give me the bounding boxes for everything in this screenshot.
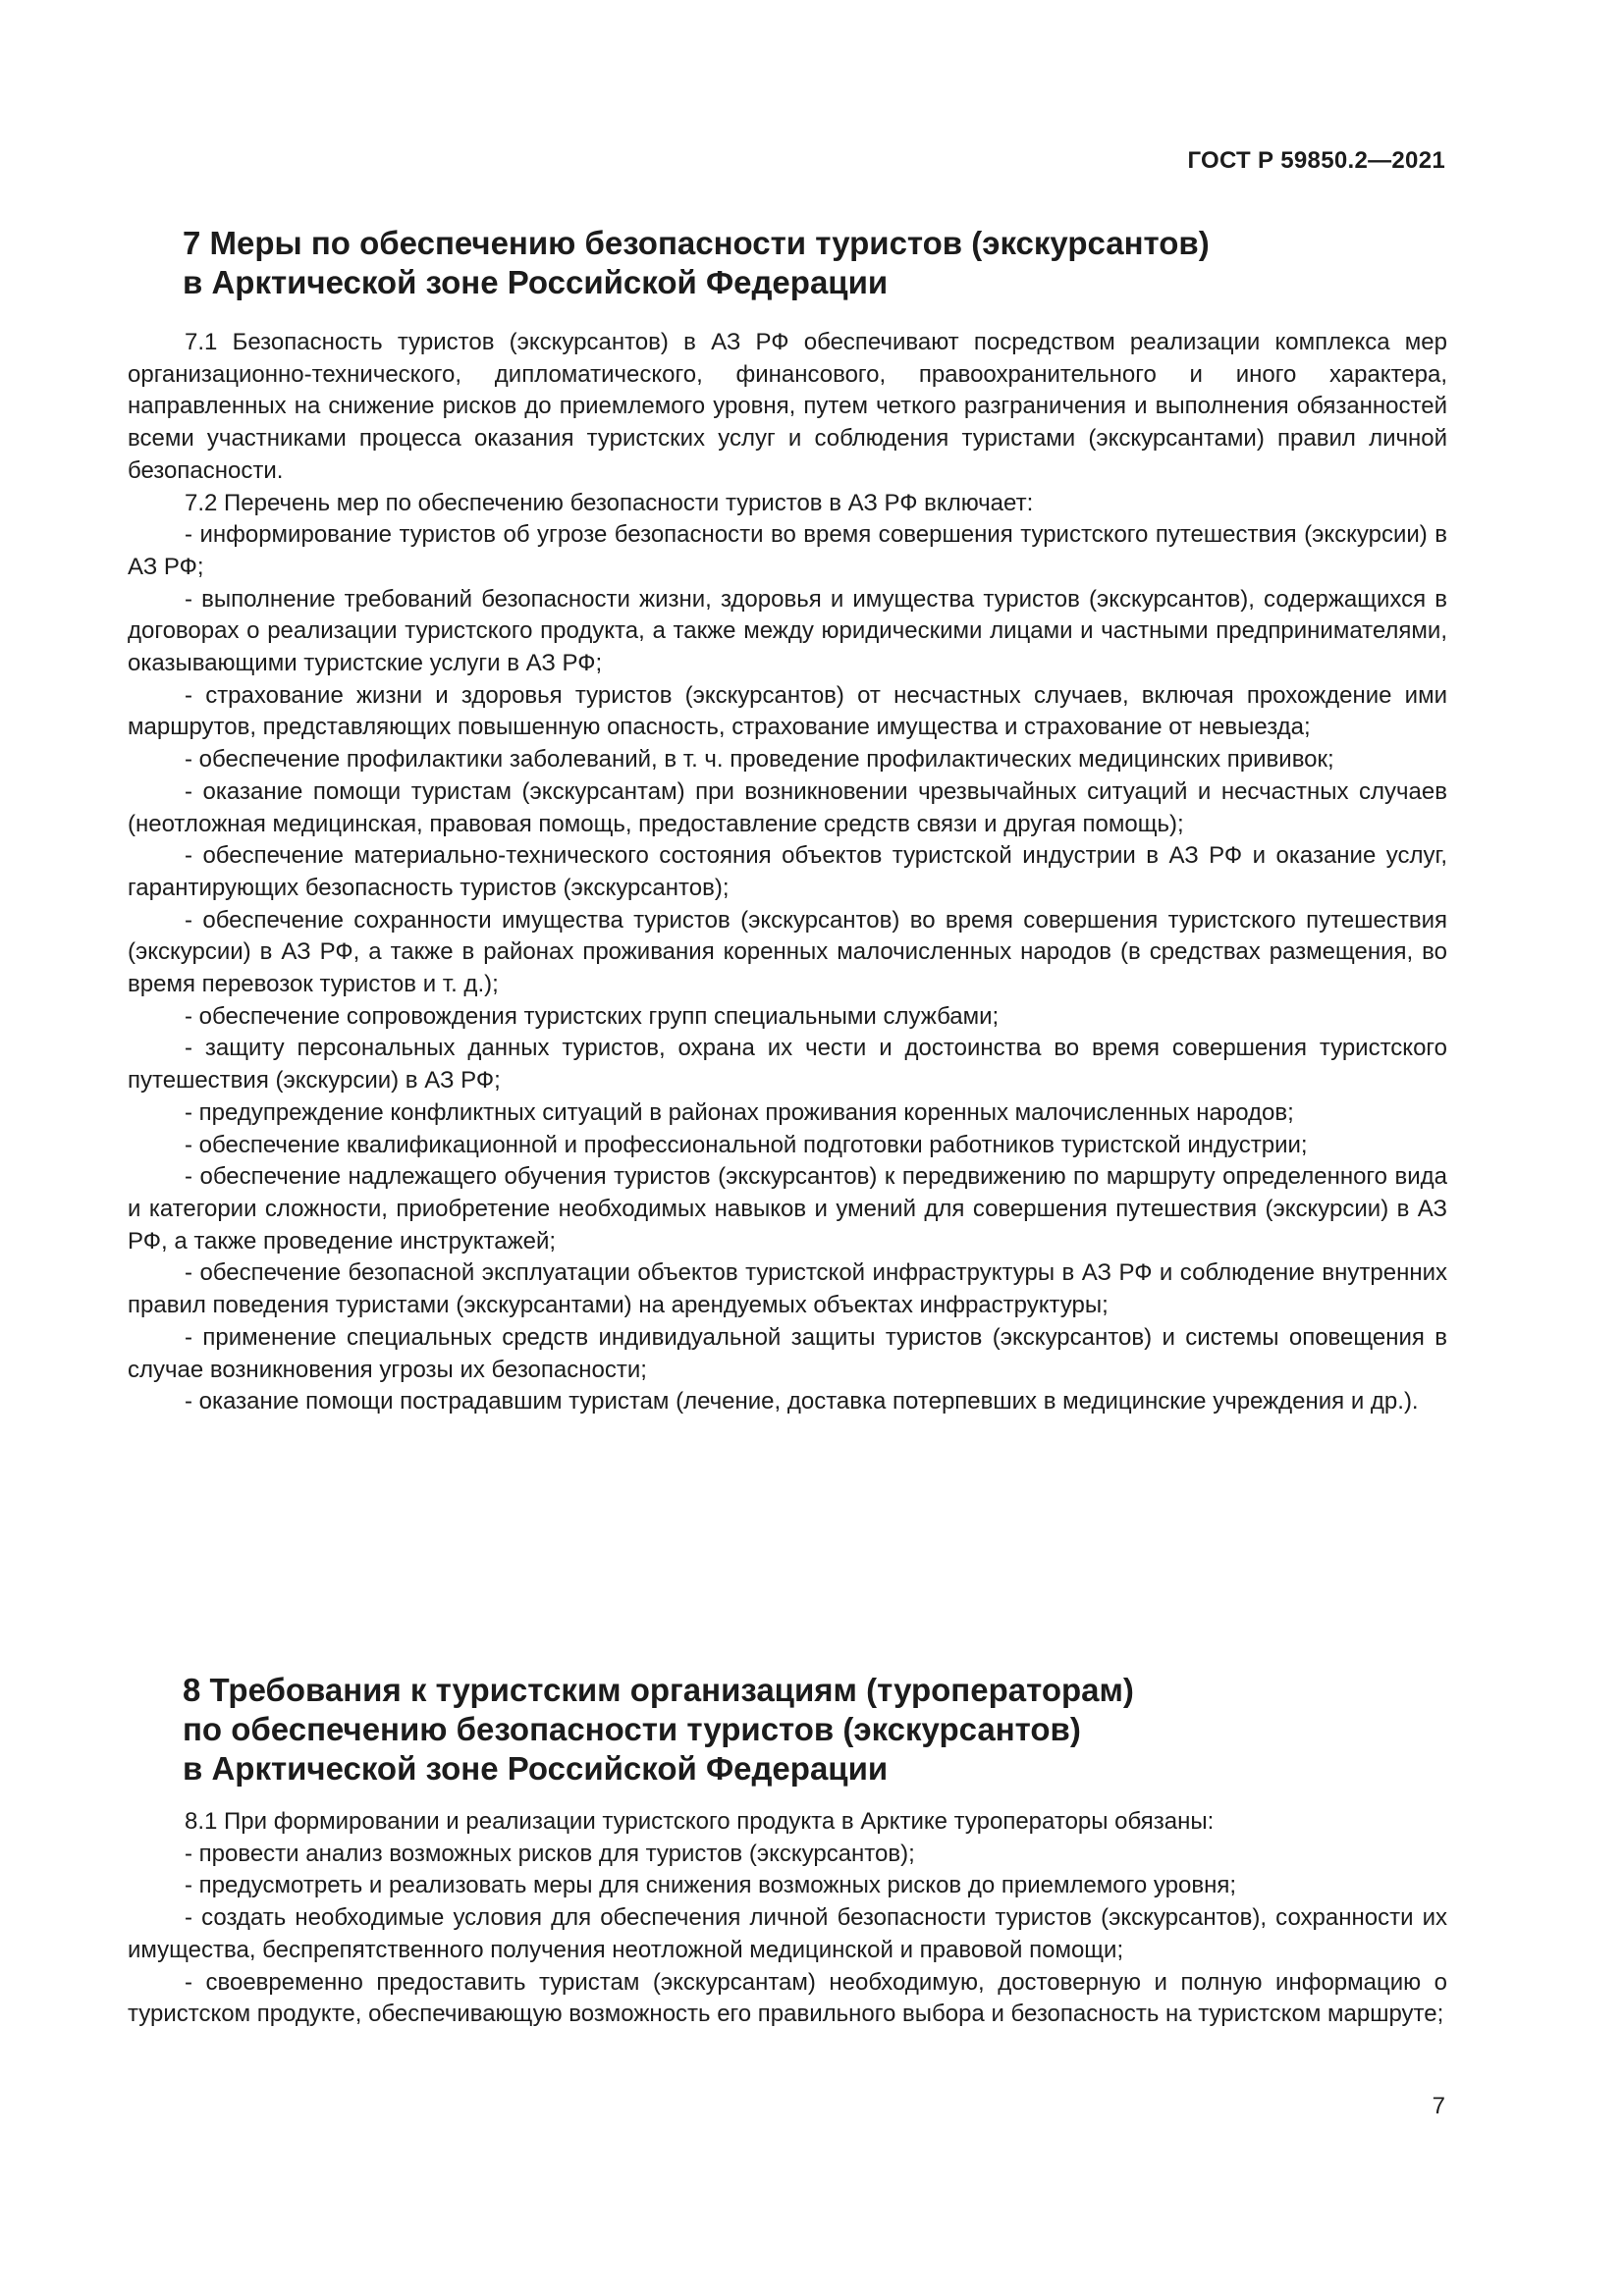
list-item: - защиту персональных данных туристов, охрана их чести и достоинства во время совершения туристского путешествия (экскурсии) в АЗ РФ; [128, 1035, 1447, 1095]
page-number: 7 [1432, 2093, 1445, 2119]
list-item: - своевременно предоставить туристам (экскурсантам) необходимую, достоверную и полную информацию о туристском продукте, обеспечивающую возможность его правильного выбора и безопасность на туристском маршруте; [128, 1968, 1447, 2028]
section-8-title-line: по обеспечению безопасности туристов (экскурсантов) [183, 1711, 1081, 1747]
list-item: - обеспечение сохранности имущества туристов (экскурсантов) во время совершения туристского путешествия (экскурсии) в АЗ РФ, а также в районах проживания коренных малочисленных народов (в средствах размещения, во время перевозок туристов и т. д.); [128, 906, 1447, 998]
list-item: - страхование жизни и здоровья туристов (экскурсантов) от несчастных случаев, включая прохождение ими маршрутов, представляющих повышенную опасность, страхование имущества и страхование от невыезда; [128, 681, 1447, 741]
section-7-title-line: 7 Меры по обеспечению безопасности туристов (экскурсантов) [183, 225, 1210, 261]
section-8-title [183, 1671, 1449, 1789]
list-item: - обеспечение материально-технического состояния объектов туристской индустрии в АЗ РФ и оказание услуг, гарантирующих безопасность туристов (экскурсантов); [128, 842, 1447, 901]
list-item: - предусмотреть и реализовать меры для снижения возможных рисков до приемлемого уровня; [185, 1872, 1236, 1899]
paragraph-7-2: 7.2 Перечень мер по обеспечению безопасности туристов в АЗ РФ включает: [185, 489, 1034, 516]
paragraph-8-1: 8.1 При формировании и реализации туристского продукта в Арктике туроператоры обязаны: [185, 1808, 1215, 1835]
list-item: - обеспечение надлежащего обучения туристов (экскурсантов) к передвижению по маршруту определенного вида и категории сложности, приобретение необходимых навыков и умений для совершения путешествия (экскурсии) в АЗ РФ, а также проведение инструктажей; [128, 1163, 1447, 1255]
list-item: - создать необходимые условия для обеспечения личной безопасности туристов (экскурсантов), сохранности их имущества, беспрепятственного получения неотложной медицинской и правовой помощи; [128, 1904, 1447, 1963]
section-7-title-line: в Арктической зоне Российской Федерации [183, 264, 889, 300]
section-7-body [128, 327, 1447, 1418]
list-item: - оказание помощи пострадавшим туристам (лечение, доставка потерпевших в медицинские учреждения и др.). [185, 1388, 1419, 1415]
list-item: - выполнение требований безопасности жизни, здоровья и имущества туристов (экскурсантов), содержащихся в договорах о реализации туристского продукта, а также между юридическими лицами и частными предпринимателями, оказывающими туристские услуги в АЗ РФ; [128, 585, 1447, 677]
section-7-title [183, 224, 1449, 302]
list-item: - оказание помощи туристам (экскурсантам) при возникновении чрезвычайных ситуаций и несчастных случаев (неотложная медицинская, правовая помощь, предоставление средств связи и другая помощь); [128, 777, 1447, 837]
list-item: - предупреждение конфликтных ситуаций в районах проживания коренных малочисленных народов; [185, 1098, 1294, 1126]
list-item: - обеспечение квалификационной и профессиональной подготовки работников туристской индустрии; [185, 1131, 1308, 1158]
section-8-title-line: 8 Требования к туристским организациям (туроператорам) [183, 1672, 1134, 1708]
list-item: - обеспечение профилактики заболеваний, в т. ч. проведение профилактических медицинских прививок; [185, 746, 1334, 774]
list-item: - применение специальных средств индивидуальной защиты туристов (экскурсантов) и системы оповещения в случае возникновения угрозы их безопасности; [128, 1323, 1447, 1383]
section-8-title-line: в Арктической зоне Российской Федерации [183, 1750, 889, 1787]
list-item: - обеспечение безопасной эксплуатации объектов туристской инфраструктуры в АЗ РФ и соблюдение внутренних правил поведения туристами (экскурсантами) на арендуемых объектах инфраструктуры; [128, 1259, 1447, 1319]
list-item: - провести анализ возможных рисков для туристов (экскурсантов); [185, 1840, 915, 1867]
document-code: ГОСТ Р 59850.2—2021 [1187, 147, 1445, 174]
list-item: - информирование туристов об угрозе безопасности во время совершения туристского путешествия (экскурсии) в АЗ РФ; [128, 521, 1447, 580]
list-item: - обеспечение сопровождения туристских групп специальными службами; [185, 1002, 1000, 1030]
section-8-body [128, 1806, 1447, 2031]
paragraph-7-1: 7.1 Безопасность туристов (экскурсантов) в АЗ РФ обеспечивают посредством реализации комплекса мер организационно-технического, дипломатического, финансового, правоохранительного и иного характера, направленных на снижение рисков до приемлемого уровня, путем четкого разграничения и выполнения обязанностей всеми участниками процесса оказания туристских услуг и соблюдения туристами (экскурсантами) правил личной безопасности. [128, 329, 1447, 484]
